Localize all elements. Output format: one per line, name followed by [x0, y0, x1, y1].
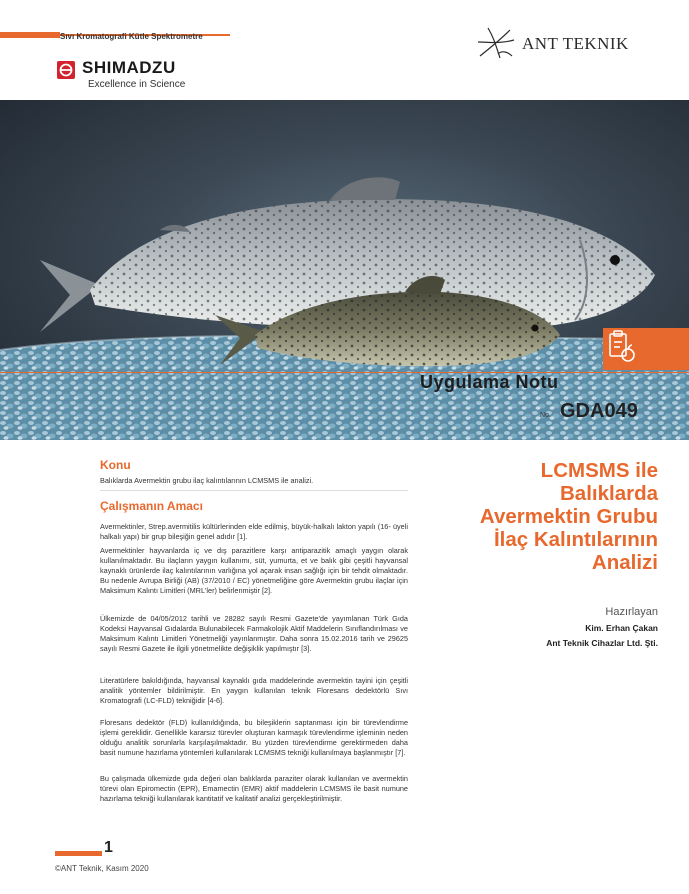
copyright-text: ©ANT Teknik, Kasım 2020	[55, 864, 149, 873]
title-line: Analizi	[591, 551, 658, 574]
application-note-code: GDA049	[560, 400, 638, 422]
author-name: Kim. Erhan Çakan	[585, 623, 658, 633]
category-subtitle: Sıvı Kromatografi Kütle Spektrometre	[60, 32, 203, 41]
title-line: Avermektin Grubu	[479, 505, 658, 528]
body-paragraph: Avermektinler, Strep.avermitilis kültürlerinden elde edilmiş, büyük-halkalı lakton yapılı (16- üyeli halkalı yapı) bir grup bileşiğin genel adıdır [1].	[100, 522, 408, 541]
body-paragraph: Ülkemizde de 04/05/2012 tarihli ve 28282 sayılı Resmi Gazete'de yayımlanan Türk Gıda Kodeksi Hayvansal Gıdalarda Bulunabilecek Farmakolojik Aktif Maddelerin Sınıflandırılması ve Maksimum Kalıntı Limitleri Yönetmeliği yayınlanmıştır. Daha sonra 15.02.2016 tarih ve 29625 sayılı Resmi Gazete ile ilgili yönetmelikte değişiklik yapılmıştır [3].	[100, 614, 408, 653]
ant-teknik-brand: ANT TEKNIK	[522, 34, 629, 53]
title-line: Balıklarda	[560, 482, 658, 505]
clipboard-apple-icon	[603, 328, 689, 370]
note-icon-box	[603, 328, 689, 370]
document-title	[418, 459, 658, 574]
konu-text: Balıklarda Avermektin grubu ilaç kalıntılarının LCMSMS ile analizi.	[100, 476, 314, 485]
header-accent-bar	[0, 32, 60, 38]
note-divider-line	[0, 372, 689, 373]
shimadzu-tagline: Excellence in Science	[88, 79, 186, 90]
amac-heading: Çalışmanın Amacı	[100, 499, 203, 513]
salmon-illustration	[0, 100, 689, 440]
application-note-title: Uygulama Notu	[420, 372, 559, 392]
title-line: İlaç Kalıntılarının	[493, 528, 658, 551]
prepared-by-label: Hazırlayan	[605, 606, 658, 618]
hero-fish-image	[0, 100, 689, 440]
body-paragraph: Avermektinler hayvanlarda iç ve dış parazitlere karşı antiparazitik amaçlı yaygın olarak kullanılmaktadır. Bu ilaçların yaygın kullanımı, süt, yumurta, et ve balık gibi çeşitli hayvansal kaynaklı ürünlerde ilaç kalıntılarının varlığına yol açarak insan sağlığı için bir tehdit olmaktadır. Bu nedenle Avrupa Birliği (AB) (37/2010 / EC) yönetmeliğine göre Avermektin grubu ilaçlar için Maksimum Kalıntı Limitleri (MRL'ler) belirlenmiştir [2].	[100, 546, 408, 595]
title-line: LCMSMS ile	[540, 459, 658, 482]
section-divider	[100, 490, 408, 491]
note-number-label: No.	[540, 412, 551, 419]
body-paragraph: Floresans dedektör (FLD) kullanıldığında, bu bileşiklerin saptanması için bir türevlendirme işlemi gereklidir. Genellikle kararsız türevler oluşturan karmaşık türevlendirme işleminin neden olduğu analitik sorunlarla karşılaşılmaktadır. Bu yüzden türevlendirme gerektirmeden daha basit numune hazırlama yöntemleri kullanılarak LCMSMS tekniği kullanılmaya başlanmıştır [7].	[100, 718, 408, 757]
author-company: Ant Teknik Cihazlar Ltd. Şti.	[546, 638, 658, 648]
konu-heading: Konu	[100, 458, 131, 472]
footer-accent-bar	[55, 851, 102, 856]
shimadzu-name: SHIMADZU	[82, 58, 176, 77]
body-paragraph: Literatürlere bakıldığında, hayvansal kaynaklı gıda maddelerinde avermektin tayini için çeşitli analitik yöntemler bildirilmiştir. En yaygın kullanılan teknik Floresans dedektörlü Sıvı Kromatografi (LC-FLD) tekniğidir [4-6].	[100, 676, 408, 705]
body-paragraph: Bu çalışmada ülkemizde gıda değeri olan balıklarda paraziter olarak kullanılan ve avermektin türevi olan Epiromectin (EPR), Emamectin (EMR) aktif maddelerin LCMSMS ile basit numune hazırlama tekniği kullanılarak kantitatif ve kalitatif analizi gerçekleştirilmiştir.	[100, 774, 408, 803]
page-number: 1	[104, 839, 113, 856]
